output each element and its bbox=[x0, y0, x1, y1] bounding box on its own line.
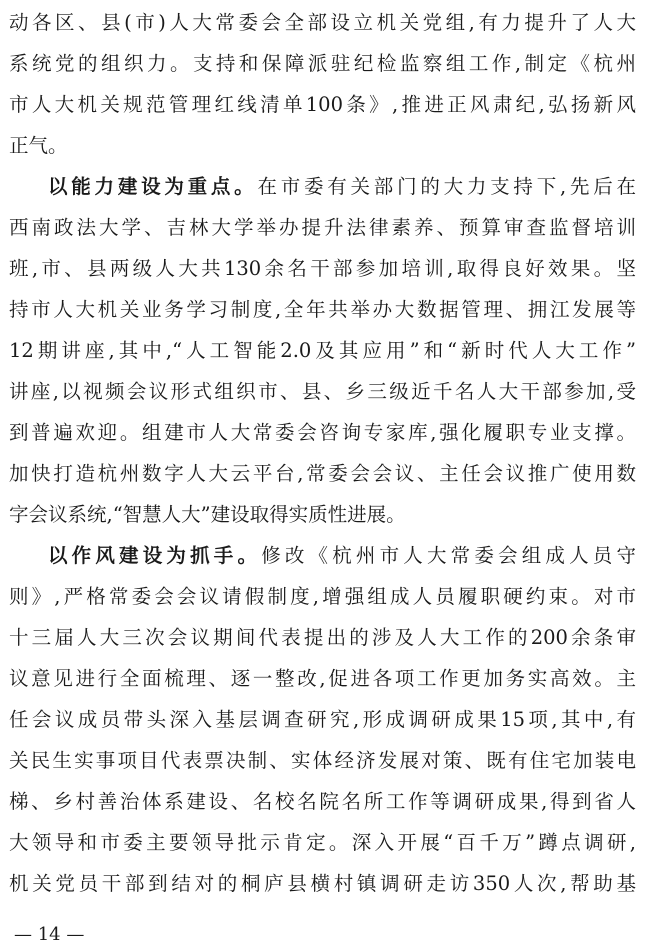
paragraph-line bbox=[0, 536, 650, 576]
text-span: 修改《杭州市人大常委会组成人员守 bbox=[261, 544, 636, 567]
section-heading-capability: 以能力建设为重点。 bbox=[48, 175, 258, 198]
text-line: 十三届人大三次会议期间代表提出的涉及人大工作的200余条审 bbox=[9, 626, 636, 649]
text-line: 讲座,以视频会议形式组织市、县、乡三级近千名人大干部参加,受 bbox=[9, 380, 636, 403]
text-line: 议意见进行全面梳理、逐一整改,促进各项工作更加务实高效。主 bbox=[9, 667, 636, 690]
text-line: 字会议系统,“智慧人大”建设取得实质性进展。 bbox=[9, 503, 406, 526]
text-line: 动各区、县(市)人大常委会全部设立机关党组,有力提升了人大 bbox=[9, 11, 636, 34]
text-line: 大领导和市委主要领导批示肯定。深入开展“百千万”蹲点调研, bbox=[9, 831, 636, 854]
text-line: 机关党员干部到结对的桐庐县横村镇调研走访350人次,帮助基 bbox=[9, 872, 636, 895]
text-line: 关民生实事项目代表票决制、实体经济发展对策、既有住宅加装电 bbox=[9, 749, 636, 772]
text-line: 则》,严格常委会会议请假制度,增强组成人员履职硬约束。对市 bbox=[9, 585, 636, 608]
text-line: 梯、乡村善治体系建设、名校名院名所工作等调研成果,得到省人 bbox=[9, 790, 636, 813]
text-line: 到普遍欢迎。组建市人大常委会咨询专家库,强化履职专业支撑。 bbox=[9, 421, 636, 444]
page-number: — 14 — bbox=[14, 924, 85, 945]
text-line: 正气。 bbox=[9, 134, 68, 157]
text-span: 在市委有关部门的大力支持下,先后在 bbox=[257, 175, 636, 198]
text-line: 持市人大机关业务学习制度,全年共举办大数据管理、拥江发展等 bbox=[9, 298, 636, 321]
text-line: 系统党的组织力。支持和保障派驻纪检监察组工作,制定《杭州 bbox=[9, 52, 636, 75]
text-line: 市人大机关规范管理红线清单100条》,推进正风肃纪,弘扬新风 bbox=[9, 93, 636, 116]
section-heading-style: 以作风建设为抓手。 bbox=[48, 544, 262, 567]
text-line: 任会议成员带头深入基层调查研究,形成调研成果15项,其中,有 bbox=[9, 708, 636, 731]
text-line: 西南政法大学、吉林大学举办提升法律素养、预算审查监督培训 bbox=[9, 216, 636, 239]
text-line: 12期讲座,其中,“人工智能2.0及其应用”和“新时代人大工作” bbox=[9, 339, 636, 362]
paragraph-line bbox=[0, 167, 650, 207]
text-line: 加快打造杭州数字人大云平台,常委会会议、主任会议推广使用数 bbox=[9, 462, 636, 485]
text-line: 班,市、县两级人大共130余名干部参加培训,取得良好效果。坚 bbox=[9, 257, 636, 280]
